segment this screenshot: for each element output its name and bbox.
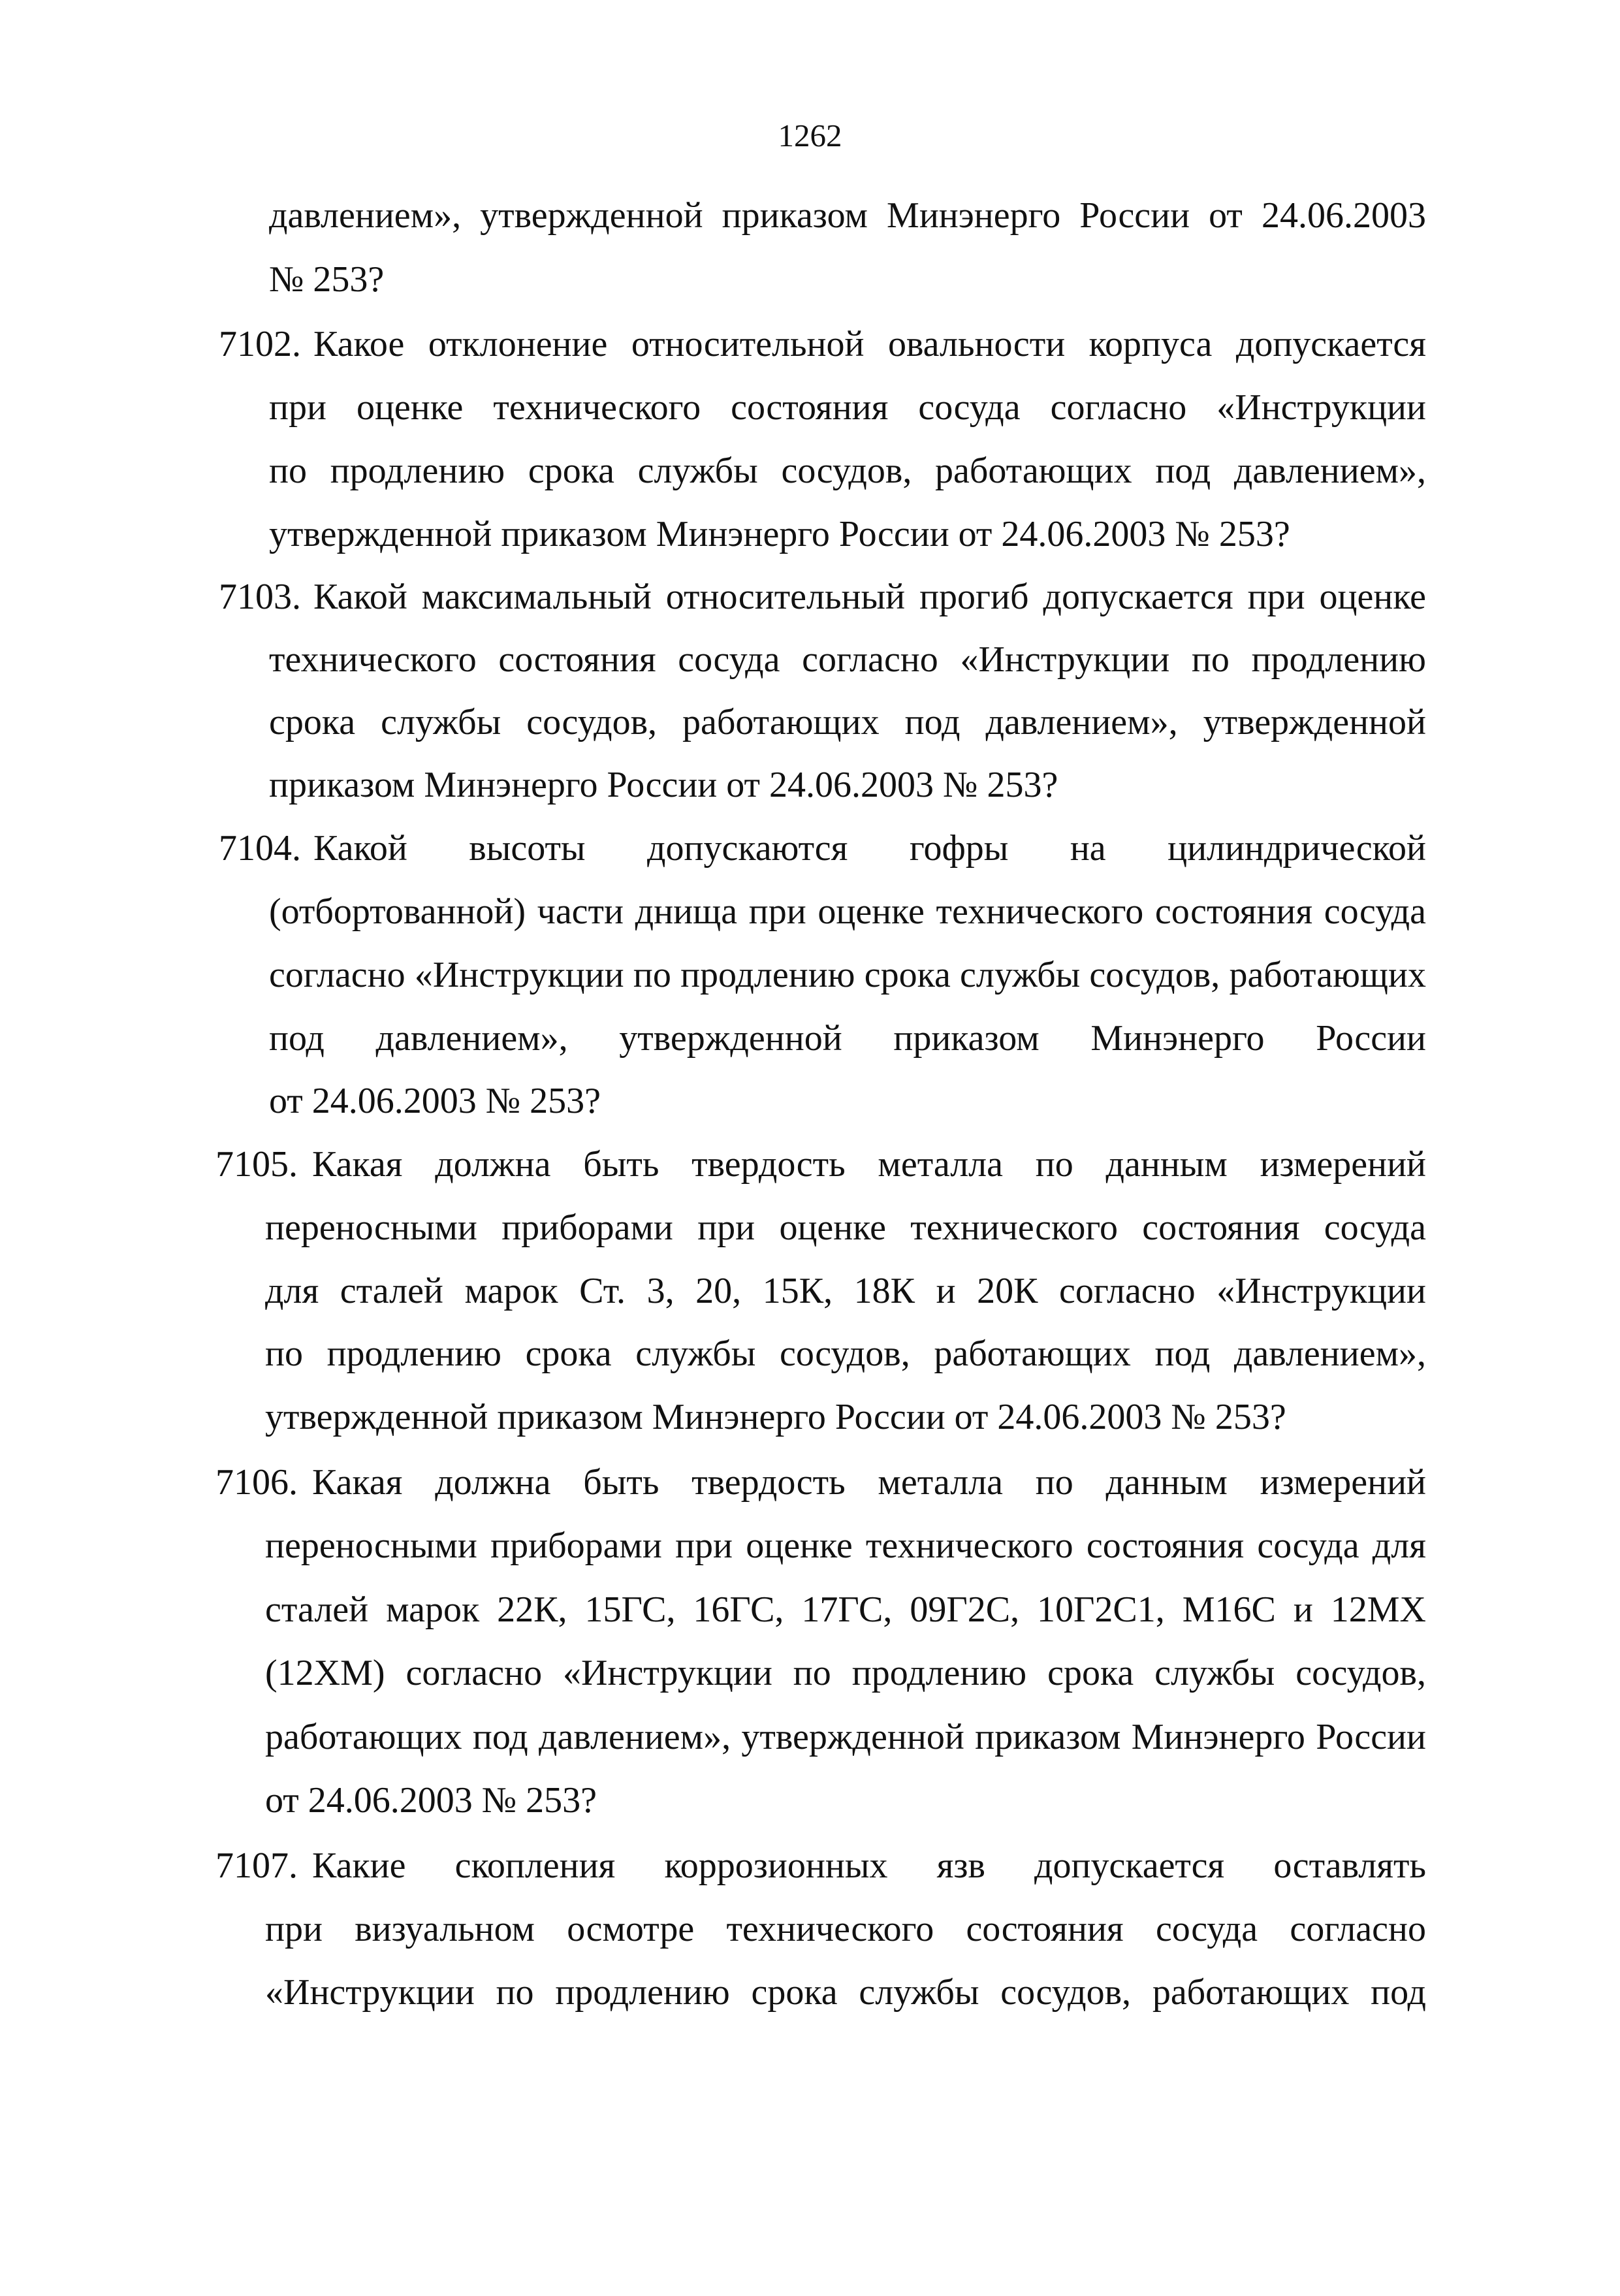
question-line: Какая должна быть твердость металла по данным измерений [312, 1462, 1426, 1503]
question-line: сталей марок 22К, 15ГС, 16ГС, 17ГС, 09Г2С, 10Г2С1, М16С и 12МХ [265, 1589, 1426, 1630]
question-line: от 24.06.2003 № 253? [269, 1081, 601, 1121]
question-line: приказом Минэнерго России от 24.06.2003 № 253? [269, 765, 1058, 805]
question-line: от 24.06.2003 № 253? [265, 1780, 597, 1821]
question-line: Какая должна быть твердость металла по данным измерений [312, 1144, 1426, 1185]
question-line: для сталей марок Ст. 3, 20, 15К, 18К и 20К согласно «Инструкции [265, 1271, 1426, 1311]
question-line: Какое отклонение относительной овальности корпуса допускается [313, 324, 1426, 364]
question-line: технического состояния сосуда согласно «Инструкции по продлению [269, 639, 1426, 680]
continuation-line: № 253? [269, 259, 385, 300]
question-line: переносными приборами при оценке технического состояния сосуда для [265, 1525, 1426, 1566]
question-line: согласно «Инструкции по продлению срока службы сосудов, работающих [269, 955, 1426, 995]
question-number: 7107. [215, 1845, 298, 1886]
question-line: утвержденной приказом Минэнерго России от 24.06.2003 № 253? [265, 1397, 1286, 1437]
question-number: 7105. [215, 1144, 298, 1185]
question-line: «Инструкции по продлению срока службы сосудов, работающих под [265, 1972, 1426, 2013]
question-line: под давлением», утвержденной приказом Минэнерго России [269, 1018, 1426, 1059]
question-line: утвержденной приказом Минэнерго России от 24.06.2003 № 253? [269, 514, 1290, 554]
question-line: по продлению срока службы сосудов, работающих под давлением», [269, 451, 1426, 491]
question-line: (12ХМ) согласно «Инструкции по продлению срока службы сосудов, [265, 1653, 1426, 1693]
question-number: 7102. [219, 324, 301, 364]
question-line: Какие скопления коррозионных язв допускается оставлять [312, 1845, 1426, 1886]
question-line: при визуальном осмотре технического состояния сосуда согласно [265, 1909, 1426, 1949]
question-line: срока службы сосудов, работающих под давлением», утвержденной [269, 702, 1426, 742]
continuation-line: давлением», утвержденной приказом Минэнерго России от 24.06.2003 [269, 195, 1426, 236]
question-line: (отбортованной) части днища при оценке технического состояния сосуда [269, 891, 1426, 932]
question-line: при оценке технического состояния сосуда согласно «Инструкции [269, 387, 1426, 428]
question-line: работающих под давлением», утвержденной приказом Минэнерго России [265, 1717, 1426, 1757]
question-line: переносными приборами при оценке технического состояния сосуда [265, 1207, 1426, 1248]
question-number: 7103. [219, 577, 301, 617]
question-number: 7104. [219, 828, 301, 869]
question-line: по продлению срока службы сосудов, работающих под давлением», [265, 1333, 1426, 1374]
question-line: Какой максимальный относительный прогиб допускается при оценке [313, 577, 1426, 617]
page-number: 1262 [778, 118, 842, 153]
question-line: Какой высоты допускаются гофры на цилиндрической [313, 828, 1426, 869]
question-number: 7106. [215, 1462, 298, 1503]
